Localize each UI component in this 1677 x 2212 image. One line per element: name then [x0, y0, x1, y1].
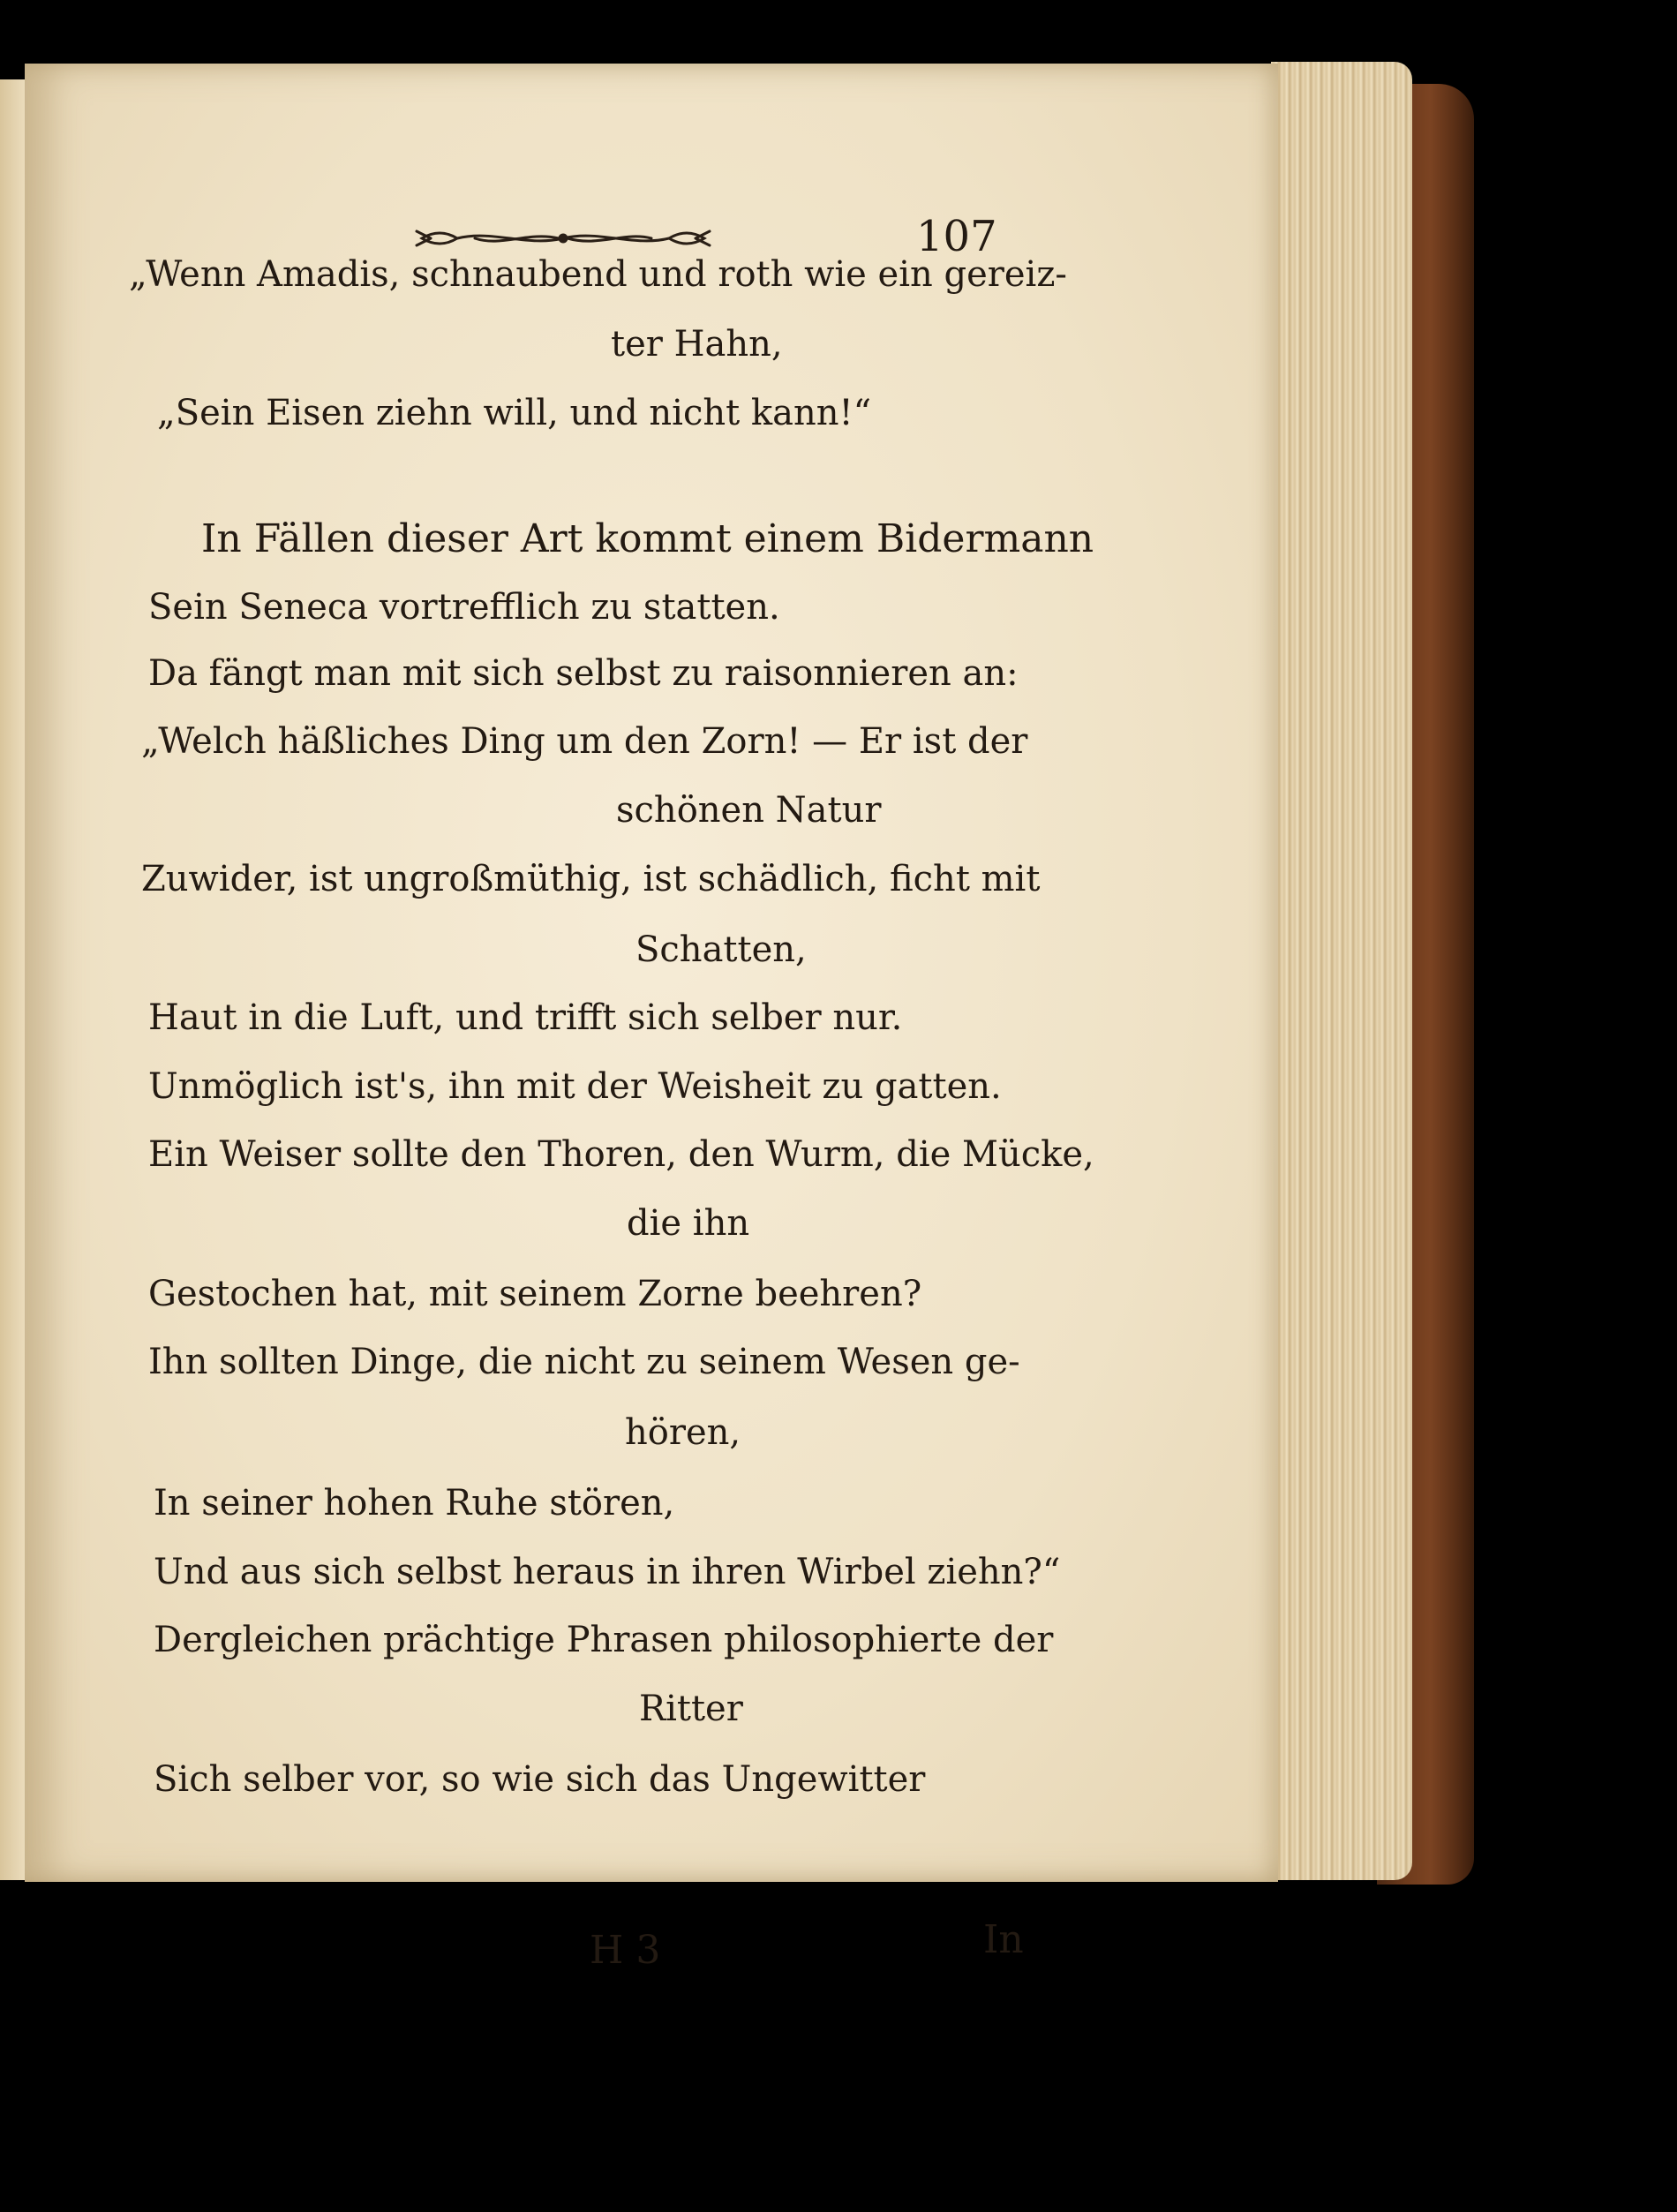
text-line-16: Ihn sollten Dinge, die nicht zu seinem Wesen ge-	[148, 1342, 1020, 1382]
page-number: 107	[916, 212, 997, 261]
vine-ornament-icon	[413, 221, 713, 256]
text-line-6: Da fängt man mit sich selbst zu raisonnieren an:	[148, 653, 1019, 694]
text-line-19: Und aus sich selbst heraus in ihren Wirbel ziehn?“	[154, 1552, 1061, 1592]
text-line-22: Sich selber vor, so wie sich das Ungewitter	[154, 1759, 926, 1800]
text-line-5: Sein Seneca vortrefflich zu statten.	[148, 587, 780, 628]
page-text-block	[25, 64, 1278, 1973]
text-line-3: „Sein Eisen ziehn will, und nicht kann!“	[157, 393, 872, 433]
text-line-12: Unmöglich ist's, ihn mit der Weisheit zu gatten.	[148, 1066, 1002, 1107]
text-line-18: In seiner hohen Ruhe stören,	[154, 1483, 675, 1524]
book-page	[25, 64, 1278, 1973]
text-line-9: Zuwider, ist ungroßmüthig, ist schädlich, ficht mit	[141, 859, 1041, 899]
text-line-2: ter Hahn,	[611, 324, 783, 365]
text-line-20: Dergleichen prächtige Phrasen philosophierte der	[154, 1620, 1054, 1660]
text-line-21: Ritter	[639, 1689, 743, 1729]
text-line-10: Schatten,	[635, 929, 807, 970]
text-line-7: „Welch häßliches Ding um den Zorn! — Er ist der	[141, 721, 1028, 762]
catchword: In	[983, 1917, 1024, 1962]
text-line-13: Ein Weiser sollte den Thoren, den Wurm, die Mücke,	[148, 1134, 1094, 1175]
text-line-8: schönen Natur	[616, 790, 882, 831]
text-line-17: hören,	[625, 1412, 741, 1453]
text-line-11: Haut in die Luft, und trifft sich selber nur.	[148, 997, 903, 1038]
text-line-14: die ihn	[627, 1203, 750, 1244]
signature-mark: H 3	[590, 1928, 661, 1973]
text-line-15: Gestochen hat, mit seinem Zorne beehren?	[148, 1274, 922, 1314]
text-line-4: In Fällen dieser Art kommt einem Bidermann	[201, 516, 1094, 561]
text-line-1: „Wenn Amadis, schnaubend und roth wie ein gereiz-	[129, 254, 1067, 295]
page-fore-edge	[1271, 62, 1412, 1880]
